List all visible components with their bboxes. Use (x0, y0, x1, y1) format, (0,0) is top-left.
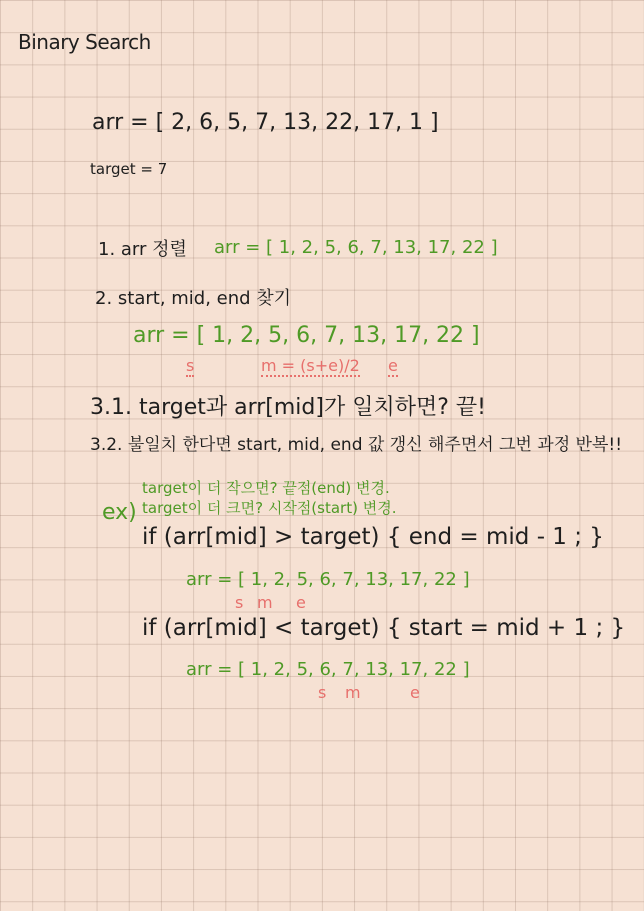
target-definition: target = 7 (90, 160, 168, 178)
step2-mid-marker: m = (s+e)/2 (261, 356, 360, 375)
code-less-branch: if (arr[mid] < target) { start = mid + 1 ; } (142, 615, 626, 641)
example1-end-marker: e (296, 593, 306, 612)
step2-end-marker: e (388, 356, 398, 375)
example2-end-marker: e (410, 683, 420, 702)
example-note-smaller: target이 더 작으면? 끝점(end) 변경. (142, 479, 390, 497)
arr-definition: arr = [ 2, 6, 5, 7, 13, 22, 17, 1 ] (92, 110, 439, 135)
example2-mid-marker: m (345, 683, 361, 702)
step1-label: 1. arr 정렬 (98, 239, 187, 260)
example-arr-1: arr = [ 1, 2, 5, 6, 7, 13, 17, 22 ] (186, 569, 470, 590)
example-arr-2: arr = [ 1, 2, 5, 6, 7, 13, 17, 22 ] (186, 659, 470, 680)
example1-mid-marker: m (257, 593, 273, 612)
step31-text: 3.1. target과 arr[mid]가 일치하면? 끝! (90, 395, 486, 420)
example2-start-marker: s (318, 683, 327, 702)
step2-arr: arr = [ 1, 2, 5, 6, 7, 13, 17, 22 ] (133, 323, 480, 348)
step1-sorted-arr: arr = [ 1, 2, 5, 6, 7, 13, 17, 22 ] (214, 237, 498, 258)
example-note-bigger: target이 더 크면? 시작점(start) 변경. (142, 499, 397, 517)
example1-start-marker: s (235, 593, 244, 612)
step2-label: 2. start, mid, end 찾기 (95, 288, 292, 309)
code-greater-branch: if (arr[mid] > target) { end = mid - 1 ; } (142, 524, 604, 550)
step2-start-marker: s (186, 356, 195, 375)
page-title: Binary Search (18, 30, 151, 54)
step32-text: 3.2. 불일치 한다면 start, mid, end 값 갱신 해주면서 그번 과정 반복!! (90, 435, 623, 455)
example-label: ex) (102, 500, 137, 525)
